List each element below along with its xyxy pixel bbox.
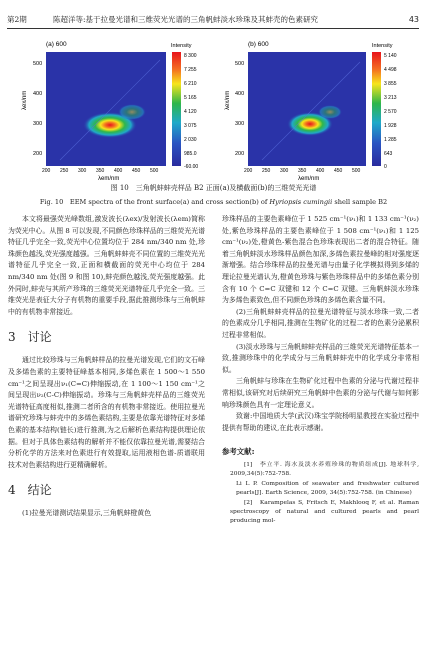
caption-en-part1: Fig. 10 EEM spectra of the front surface(a) and cross section(b) of [39,198,270,206]
panel-a-colorbar-title: Intensity [171,43,192,49]
panel-b-ytick: 300 [235,121,245,127]
panel-b-xtick: 350 [298,168,307,174]
panel-a-colorbar-tick: 7 255 [184,67,197,73]
panel-b-xtick: 300 [280,168,289,174]
reference-item: [2] Karampelas S, Fritsch E, Makhlooq F, et al. Raman spectroscopy of natural and cultured pearls and pearl producing mol- [230,499,419,525]
panel-a-ytick: 400 [33,91,43,97]
eem-figure [0,0,427,183]
panel-a-x-label: λem/nm [98,176,120,182]
issue-number: 第2期 [7,15,27,24]
panel-b-xtick: 400 [316,168,325,174]
panel-b-ytick: 400 [235,91,245,97]
panel-a-ytick: 500 [33,61,43,67]
panel-a-colorbar-tick: 8 300 [184,53,197,59]
body-paragraph: (1)拉曼光谱测试结果显示,三角帆蚌橙黄色 [22,509,152,518]
panel-a [22,41,198,182]
panel-b-plot-area [248,52,366,166]
panel-b-colorbar-tick: 2 570 [384,109,397,115]
panel-a-colorbar [172,52,181,166]
body-paragraph: 通过比较珍珠与三角帆蚌样品的拉曼光谱发现,它们的文石峰及多烯色素的主要特征峰基本相同,多烯色素在 1 500～1 550 cm⁻¹之间呈现出ν₁(C=C)伸缩振动,在 1 100～1 150 cm⁻¹之间呈现出ν₂(C-C)伸缩振动。珍珠与三角帆蚌壳样品的三维荧光光谱特征高度相似,推测二者所含的有机物非常接近。使用拉曼光谱研究珍珠与蚌壳中的多烯色素结构,主要是依靠光谱特征对多烯色素的基本结构(链长)进行推测,为之后解析色素结构提供理论依据。但对于具体色素结构的解析并不能仅依靠拉曼光谱,需要结合分析化学的方法来对色素进行有效提取,运用液相色谱-质谱联用技术对色素结构进行更精确解析。 [8,356,205,469]
figure-caption-cn: 图 10 三角帆蚌蚌壳样品 B2 正面(a)及横截面(b)的三维荧光光谱 [110,184,317,192]
reference-item: [1] 李立平. 海水及淡水养殖珍珠的物质组成[J]. 地球科学, 2009,34(5):752-758. [230,461,419,478]
panel-a-colorbar-tick: -60.00 [184,164,199,170]
body-paragraph: (3)淡水珍珠与三角帆蚌蚌壳样品的三维荧光光谱特征基本一致,推测珍珠中的化学成分与三角帆蚌蚌壳中的化学成分非常相似。 [222,342,419,374]
panel-a-colorbar-tick: 4 120 [184,109,197,115]
panel-a-ytick: 300 [33,121,43,127]
panel-a-plot-area [46,52,166,166]
panel-b-colorbar-tick: 3 213 [384,95,397,101]
panel-b-xtick: 450 [334,168,343,174]
section-heading-discussion [8,330,205,344]
panel-a-xtick: 350 [96,168,105,174]
panel-a-xtick: 250 [60,168,69,174]
panel-b-colorbar-tick: 643 [384,151,393,157]
panel-b-xtick: 250 [262,168,271,174]
panel-a-colorbar-tick: 5 165 [184,95,197,101]
section-heading-conclusion [8,483,205,497]
panel-b-colorbar-tick: 1 285 [384,137,397,143]
caption-en-species: Hyriopsis cumingii [269,198,333,206]
panel-a-secondary-peak [118,104,146,120]
panel-b-colorbar-tick: 4 498 [384,67,397,73]
body-paragraph: (2)三角帆蚌蚌壳样品的拉曼光谱特征与淡水珍珠一致,二者的色素成分几乎相同,推测在生物矿化的过程二者的色素分泌累积过程非常相似。 [222,307,419,339]
panel-b-secondary-peak [318,105,342,119]
panel-b-colorbar-tick: 5 140 [384,53,397,59]
section-number: 3 [8,330,16,345]
panel-a-xtick: 400 [114,168,123,174]
page-number: 43 [408,15,419,24]
panel-b-ytick: 200 [235,151,245,157]
panel-b-colorbar-tick: 1 928 [384,123,397,129]
body-paragraph: 三角帆蚌与珍珠在生物矿化过程中色素的分泌与代谢过程非常相似,该研究对后续研究三角帆蚌中色素的分泌与代谢与如何影响珍珠颜色具有一定理论意义。 [222,377,419,409]
body-paragraph: 本文将最强荧光峰数组,激发波长(λex)/发射波长(λem)简称为荧光中心。从图 8 可以发现,不同颜色珍珠样品的三维荧光光谱特征几乎完全一致,荧光中心位置均位于 284 nm/340 nm 处,珍珠颜色越浅,荧光强度越强。三角帆蚌蚌壳不同位置的三维荧光光谱特征几乎完全一致,正面和横截面的荧光中心均位于 284 nm/340 nm 处(图 9 和图 10),蚌壳颜色越浅,荧光强度越强。此外同时,蚌壳与其所产珍珠的三维荧光光谱特征几乎完全一致。三维荧光是表征大分子有机物的重要手段,据此推测珍珠与三角帆蚌中的有机物非常接近。 [8,215,205,316]
panel-b-colorbar-tick: 0 [384,164,387,170]
panel-b-x-label: λem/nm [298,176,320,182]
left-column [8,214,205,520]
running-title: 陈超洋等:基于拉曼光谱和三维荧光光谱的三角帆蚌淡水珍珠及其蚌壳的色素研究 [53,15,319,24]
panel-a-xtick: 500 [150,168,159,174]
panel-a-label: (a) 600 [46,41,67,48]
panel-a-xtick: 200 [42,168,51,174]
right-column [222,214,419,527]
panel-a-colorbar-tick: 6 210 [184,81,197,87]
body-paragraph: 珍珠样品的主要色素峰位于 1 525 cm⁻¹(ν₁)和 1 133 cm⁻¹(ν₂)处,紫色珍珠样品的主要色素峰位于 1 508 cm⁻¹(ν₁)和 1 125 cm⁻¹(ν₂)处,橙黄色-紫色混合色珍珠表现出二者的混合特征。随着三角帆蚌淡水珍珠样品颜色加深,多烯色素拉曼峰的相对强度逐渐增强。结合珍珠样品的拉曼光谱与由量子化学模拟得到多烯的理论拉曼光谱认为,橙黄色珍珠与紫色珍珠样品中的多烯色素分别含有 10 个 C=C 双键和 12 个 C=C 双键。三角帆蚌淡水珍珠为多烯色素致色,但不同颜色珍珠的多烯色素含量不同。 [222,215,419,305]
references-heading: 参考文献: [222,447,255,457]
section-title: 讨论 [27,330,52,345]
panel-b-xtick: 200 [244,168,253,174]
panel-b-colorbar [372,52,381,166]
panel-a-colorbar-tick: 3 075 [184,123,197,129]
panel-a-xtick: 300 [78,168,87,174]
panel-b-label: (b) 600 [248,41,269,48]
panel-a-xtick: 450 [132,168,141,174]
panel-b-ytick: 500 [235,61,245,67]
panel-b-colorbar-tick: 3 855 [384,81,397,87]
acknowledgement: 致谢:中国地质大学(武汉)珠宝学院杨明星教授在实验过程中提供有帮助的建议,在此表示感谢。 [222,412,419,432]
panel-b-y-label: λex/nm [225,90,231,110]
panel-a-colorbar-tick: 985.0 [184,151,197,157]
reference-item-translation: Li L P. Composition of seawater and freshwater cultured pearls[J]. Earth Science, 2009, 34(5):752-758. (in Chinese) [236,480,419,497]
panel-a-ytick: 200 [33,151,43,157]
panel-a-colorbar-tick: 2 030 [184,137,197,143]
caption-en-part2: shell sample B2 [332,198,388,206]
section-number: 4 [8,483,16,498]
panel-b [225,41,397,182]
panel-b-xtick: 500 [352,168,361,174]
figure-caption-en [0,196,427,206]
section-title: 结论 [27,483,52,498]
panel-a-y-label: λex/nm [22,90,28,110]
panel-b-colorbar-title: Intensity [372,43,393,49]
